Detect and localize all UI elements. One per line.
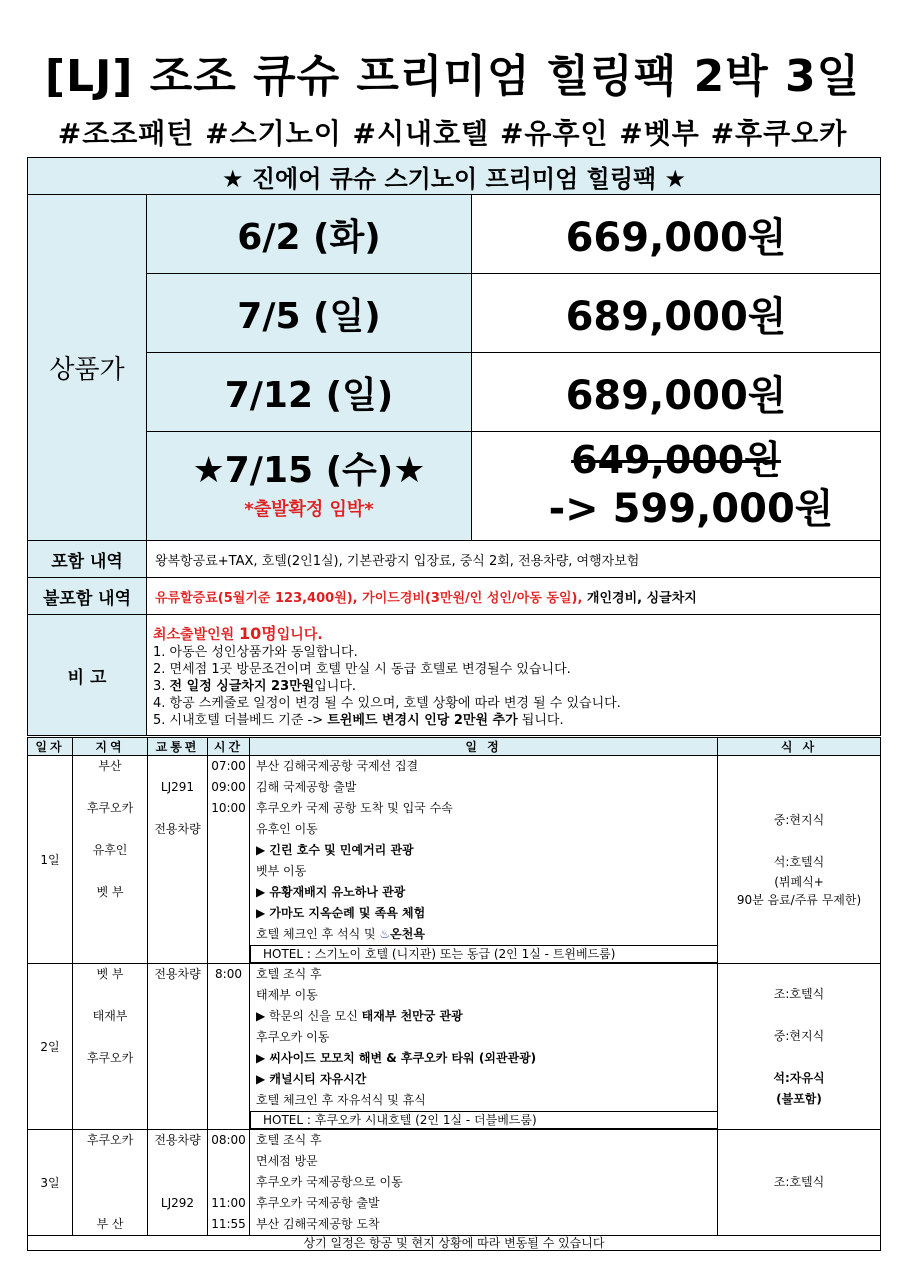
meal-cell <box>718 964 881 1130</box>
notes-cell <box>147 615 881 736</box>
region-name: 태재부 <box>92 1009 128 1023</box>
hashtag-line: #조조패턴 #스기노이 #시내호텔 #유후인 #벳부 #후쿠오카 <box>57 117 848 150</box>
header-time: 시간 <box>208 738 250 756</box>
itinerary-item: 후쿠오카 국제공항으로 이동 <box>256 1175 403 1189</box>
time-cell <box>208 964 250 1130</box>
hotel-info: HOTEL : 후쿠오카 시내호텔 (2인 1실 - 더블베드룸) <box>250 1111 718 1129</box>
meal-item: 석:호텔식 <box>773 855 825 869</box>
transport-cell <box>148 1130 208 1236</box>
day-label: 1일 <box>28 756 73 964</box>
transport-item <box>148 1214 207 1235</box>
min-count: 10명 <box>239 624 277 643</box>
itinerary-item: 유후인 이동 <box>256 822 318 836</box>
time-value: 08:00 <box>211 1133 246 1147</box>
transport-item <box>148 1151 207 1172</box>
note-3-prefix: 3. <box>153 679 170 694</box>
special-date: ★7/15 (수)★ <box>192 450 426 491</box>
transport-item: 전용차량 <box>154 822 201 836</box>
time-value: 8:00 <box>215 967 242 981</box>
transport-item: 전용차량 <box>154 1133 201 1147</box>
discount-price: -> 599,000원 <box>548 486 834 532</box>
time-cell <box>208 756 250 964</box>
meal-item <box>718 1047 880 1068</box>
transport-item <box>148 798 207 819</box>
time-value: 07:00 <box>211 759 246 773</box>
note-5-prefix: 5. 시내호텔 더블베드 기준 -> <box>153 713 328 728</box>
departure-price: 669,000원 <box>472 195 881 274</box>
itinerary-item: ▶ 캐널시티 자유시간 <box>256 1072 367 1086</box>
schedule-table <box>27 737 881 1251</box>
time-cell <box>208 1130 250 1236</box>
region-name <box>73 777 147 798</box>
transport-item: LJ291 <box>160 780 195 794</box>
itinerary-cell <box>250 756 718 964</box>
old-price: 649,000원 <box>571 438 781 482</box>
note-5-bold: 트윈베드 변경시 인당 2만원 추가 <box>327 713 518 728</box>
meal-item: (불포함) <box>776 1091 822 1106</box>
departure-date: 7/5 (일) <box>147 274 472 353</box>
itinerary-item: 면세점 방문 <box>256 1154 318 1168</box>
included-label: 포함 내역 <box>28 541 147 578</box>
region-name: 후쿠오카 <box>86 1051 134 1065</box>
meal-cell <box>718 1130 881 1236</box>
header-region: 지역 <box>73 738 148 756</box>
price-label: 상품가 <box>28 195 147 541</box>
meal-item: 중:현지식 <box>773 1028 825 1043</box>
region-name: 유후인 <box>92 843 128 857</box>
region-name: 후쿠오카 <box>86 801 134 815</box>
departure-price: 689,000원 <box>472 353 881 432</box>
day-label: 3일 <box>28 1130 73 1236</box>
region-name: 부산 <box>98 759 122 773</box>
excluded-red-text: 유류할증료(5월기준 123,400원), 가이드경비(3만원/인 성인/아동 동일), <box>155 590 583 606</box>
meal-item: 조:호텔식 <box>773 986 825 1001</box>
notes-label: 비 고 <box>28 615 147 736</box>
itinerary-item: 태제부 이동 <box>256 988 318 1002</box>
note-line-4: 4. 항공 스케줄로 일정이 변경 될 수 있으며, 호텔 상황에 따라 변경 될 수 있습니다. <box>153 696 621 711</box>
region-name <box>73 985 147 1006</box>
header-transport: 교통편 <box>148 738 208 756</box>
region-name: 후쿠오카 <box>86 1133 134 1147</box>
meal-item: (뷔페식+ <box>774 875 824 889</box>
min-participants <box>153 625 872 644</box>
itinerary-item: 호텔 조식 후 <box>256 1133 322 1147</box>
day-1-row <box>28 756 881 964</box>
transport-cell <box>148 756 208 964</box>
itinerary-item: ▶ 긴린 호수 및 민예거리 관광 <box>256 843 414 857</box>
hot-spring-icon: ♨ <box>379 927 391 941</box>
transport-item: 전용차량 <box>154 967 201 981</box>
special-price-cell <box>472 432 881 541</box>
itinerary-item: ▶ 씨사이드 모모치 해변 & 후쿠오카 타워 (외관관광) <box>256 1051 537 1065</box>
itinerary-item: 호텔 체크인 후 자유석식 및 휴식 <box>256 1093 426 1107</box>
region-name <box>73 1193 147 1214</box>
itinerary-cell <box>250 964 718 1130</box>
region-name <box>73 1172 147 1193</box>
note-line-3 <box>153 678 872 695</box>
itinerary-cell <box>250 1130 718 1236</box>
time-value <box>208 1151 249 1172</box>
excluded-text: 개인경비, 싱글차지 <box>582 590 697 606</box>
region-cell <box>73 756 148 964</box>
itinerary-item <box>256 924 717 945</box>
special-date-cell <box>147 432 472 541</box>
excluded-label: 불포함 내역 <box>28 578 147 615</box>
day-3-row <box>28 1130 881 1236</box>
included-text: 왕복항공료+TAX, 호텔(2인1실), 기본관광지 입장료, 중식 2회, 전용차량, 여행자보험 <box>147 541 881 578</box>
meal-item: 석:자유식 <box>773 1070 825 1085</box>
time-value <box>208 1172 249 1193</box>
itinerary-item: 후쿠오카 국제공항 출발 <box>256 1196 380 1210</box>
region-name: 부 산 <box>96 1217 124 1231</box>
region-name <box>73 1151 147 1172</box>
min-prefix: 최소출발인원 <box>153 627 240 643</box>
item-prefix: ▶ 학문의 신을 모신 <box>256 1009 362 1023</box>
itinerary-item: 부산 김해국제공항 도착 <box>256 1217 380 1231</box>
note-line-2: 2. 면세점 1곳 방문조건이며 호텔 만실 시 동급 호텔로 변경될수 있습니다. <box>153 662 571 677</box>
header-itinerary: 일 정 <box>250 738 718 756</box>
itinerary-item: 후쿠오카 국제 공항 도착 및 입국 수속 <box>256 801 453 815</box>
itinerary-item <box>256 1006 717 1027</box>
region-name: 벳 부 <box>96 885 124 899</box>
region-name: 벳 부 <box>96 967 124 981</box>
transport-cell <box>148 964 208 1130</box>
transport-item <box>148 1172 207 1193</box>
region-cell <box>73 964 148 1130</box>
transport-item: LJ292 <box>160 1196 195 1210</box>
onsen-text: 온천욕 <box>390 927 425 941</box>
itinerary-item: 부산 김해국제공항 국제선 집결 <box>256 759 419 773</box>
day-label: 2일 <box>28 964 73 1130</box>
header-meal: 식 사 <box>718 738 881 756</box>
note-3-bold: 전 일정 싱글차지 23만원 <box>169 679 315 694</box>
time-value: 09:00 <box>211 780 246 794</box>
departure-price: 689,000원 <box>472 274 881 353</box>
page-title: [LJ] 조조 큐슈 프리미엄 힐링팩 2박 3일 <box>44 51 861 102</box>
meal-item: 중:현지식 <box>773 813 825 827</box>
itinerary-item: 호텔 조식 후 <box>256 967 322 981</box>
meal-item <box>718 831 880 852</box>
note-line-5 <box>153 712 872 729</box>
time-value: 10:00 <box>211 801 246 815</box>
meal-item: 조:호텔식 <box>773 1175 825 1189</box>
itinerary-item: 벳부 이동 <box>256 864 307 878</box>
itinerary-item: 김해 국제공항 출발 <box>256 780 357 794</box>
departure-date: 6/2 (화) <box>147 195 472 274</box>
region-name <box>73 819 147 840</box>
note-3-suffix: 입니다. <box>314 679 357 694</box>
schedule-disclaimer: 상기 일정은 항공 및 현지 상황에 따라 변동될 수 있습니다 <box>28 1236 881 1251</box>
time-value: 11:00 <box>211 1196 246 1210</box>
item-bold: 태재부 천만궁 관광 <box>361 1009 463 1023</box>
excluded-cell <box>147 578 881 615</box>
departure-date: 7/12 (일) <box>147 353 472 432</box>
note-5-suffix: 됩니다. <box>517 713 564 728</box>
meal-item: 90분 음료/주류 무제한) <box>736 893 862 907</box>
price-table <box>27 157 881 736</box>
region-cell <box>73 1130 148 1236</box>
special-note: *출발확정 임박* <box>244 499 374 520</box>
itinerary-item: ▶ 유황재배지 유노하나 관광 <box>256 885 406 899</box>
checkin-text: 호텔 체크인 후 석식 및 <box>256 927 380 941</box>
header-day: 일자 <box>28 738 73 756</box>
day-2-row <box>28 964 881 1130</box>
time-value: 11:55 <box>211 1217 246 1231</box>
meal-item <box>718 1005 880 1026</box>
meal-cell <box>718 756 881 964</box>
min-suffix: 입니다. <box>276 627 323 643</box>
product-banner: ★ 진에어 큐슈 스기노이 프리미엄 힐링팩 ★ <box>28 158 881 195</box>
hotel-info: HOTEL : 스기노이 호텔 (니지관) 또는 동급 (2인 1실 - 트윈베드룸) <box>250 945 718 963</box>
transport-item <box>148 756 207 777</box>
itinerary-item: 후쿠오카 이동 <box>256 1030 330 1044</box>
itinerary-item: ▶ 가마도 지옥순례 및 족욕 체험 <box>256 906 426 920</box>
note-line-1: 1. 아동은 성인상품가와 동일합니다. <box>153 645 358 660</box>
region-name <box>73 861 147 882</box>
region-name <box>73 1027 147 1048</box>
